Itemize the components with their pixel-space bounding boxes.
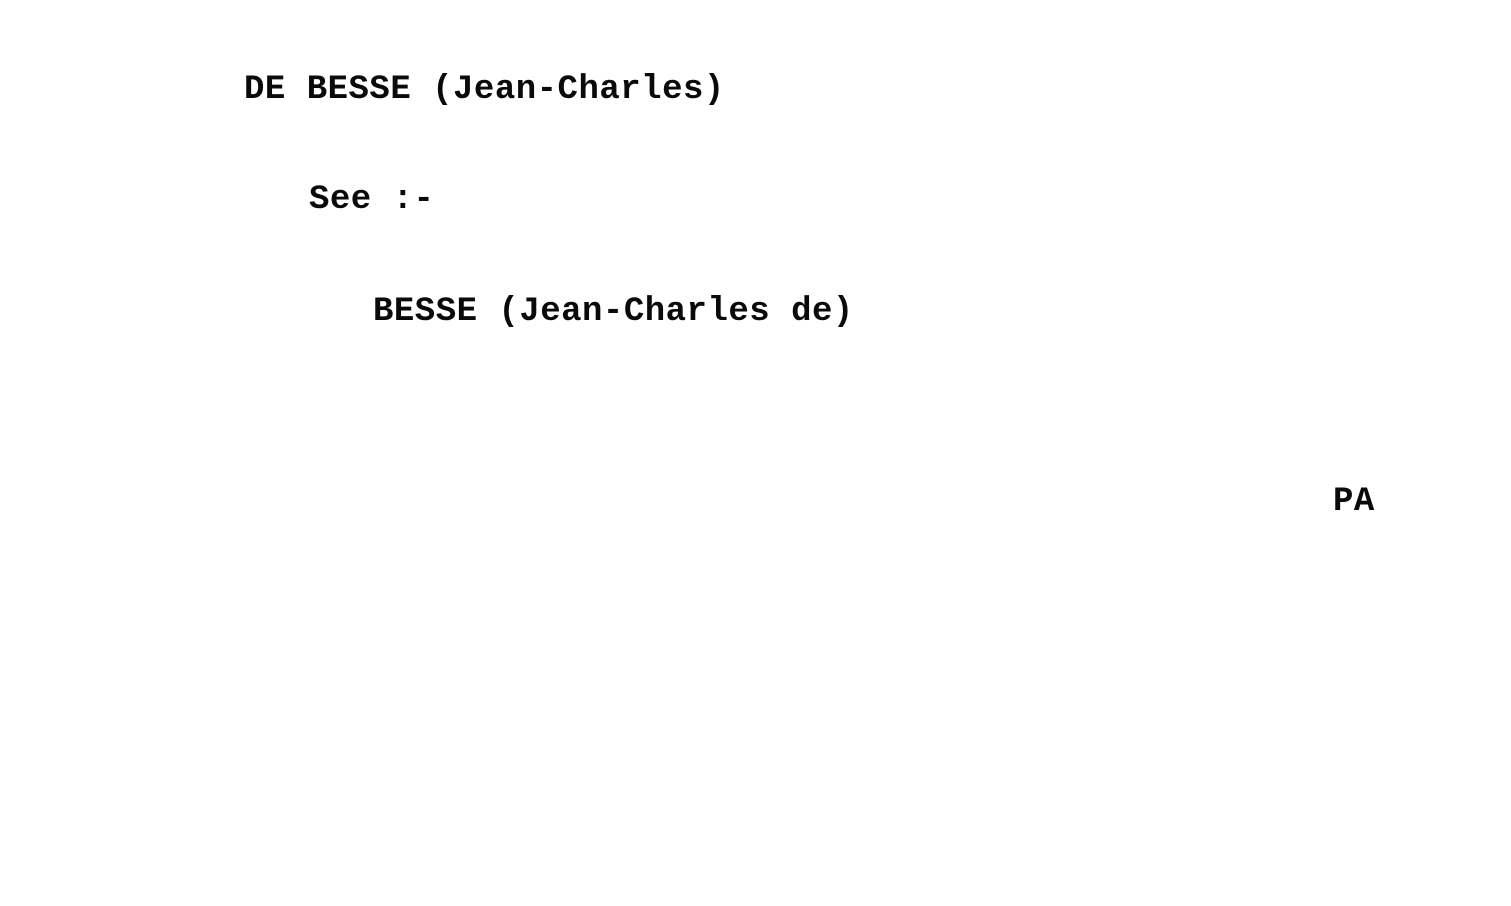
cross-reference: BESSE (Jean-Charles de) (373, 293, 854, 331)
see-label: See :- (309, 181, 435, 219)
card-heading: DE BESSE (Jean-Charles) (244, 71, 725, 109)
corner-mark: PA (1333, 483, 1375, 521)
